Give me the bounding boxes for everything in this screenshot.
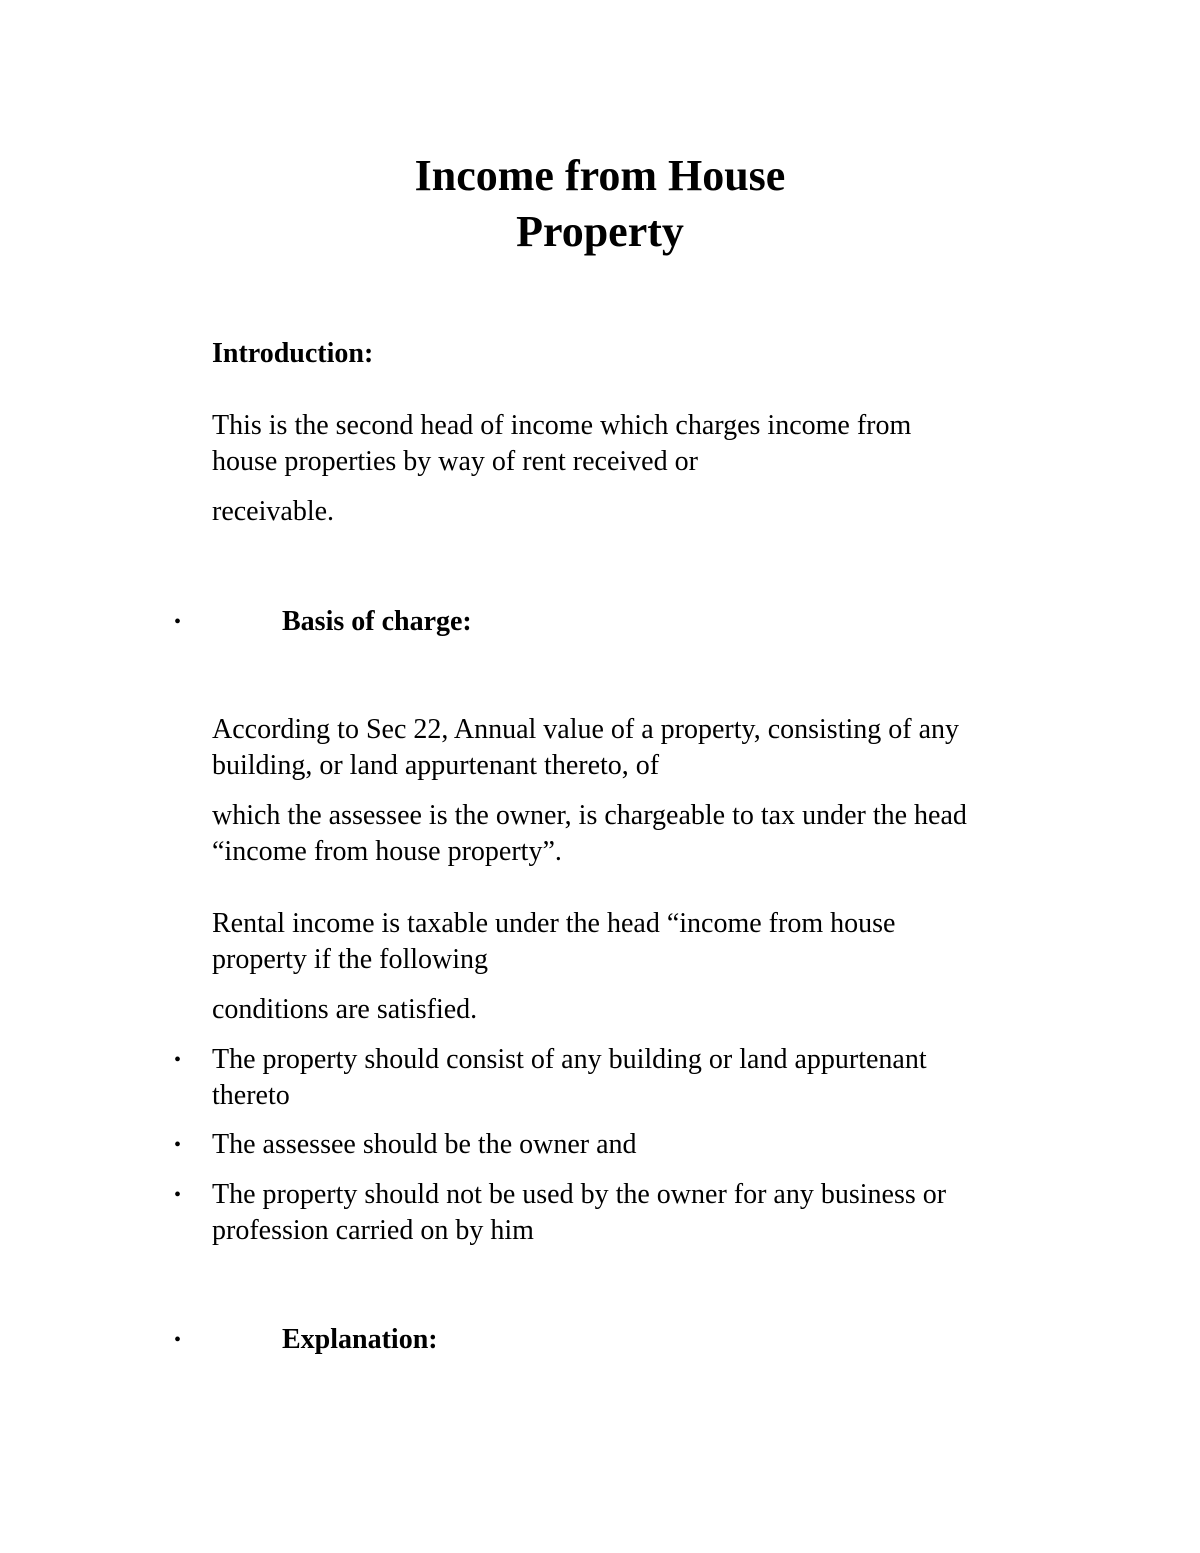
basis-para-1-line-3: which the assessee is the owner, is chargeable to tax under the head bbox=[212, 800, 967, 831]
basis-bullet: • bbox=[174, 611, 182, 633]
explanation-bullet: • bbox=[174, 1329, 182, 1351]
explanation-heading: Explanation: bbox=[282, 1324, 438, 1355]
intro-text-line-2: house properties by way of rent received or bbox=[212, 446, 698, 477]
basis-para-2-line-3: conditions are satisfied. bbox=[212, 994, 478, 1025]
document-title-line-1: Income from House bbox=[414, 151, 786, 200]
basis-para-2-line-2: property if the following bbox=[212, 944, 489, 975]
introduction-heading: Introduction: bbox=[212, 338, 374, 369]
condition-2-line-1: The assessee should be the owner and bbox=[212, 1129, 637, 1160]
condition-1-line-2: thereto bbox=[212, 1080, 290, 1111]
basis-para-1-line-2: building, or land appurtenant thereto, of bbox=[212, 750, 660, 781]
condition-bullet-1: • bbox=[174, 1049, 182, 1071]
basis-of-charge-heading: Basis of charge: bbox=[282, 606, 472, 637]
condition-bullet-3: • bbox=[174, 1184, 182, 1206]
document-title-line-2: Property bbox=[516, 207, 684, 256]
intro-text-line-3: receivable. bbox=[212, 496, 335, 527]
condition-1-line-1: The property should consist of any building or land appurtenant bbox=[212, 1044, 927, 1075]
condition-bullet-2: • bbox=[174, 1134, 182, 1156]
basis-para-2-line-1: Rental income is taxable under the head “income from house bbox=[212, 908, 896, 939]
basis-para-1-line-1: According to Sec 22, Annual value of a property, consisting of any bbox=[212, 714, 960, 745]
condition-3-line-2: profession carried on by him bbox=[212, 1215, 534, 1246]
basis-para-1-line-4: “income from house property”. bbox=[212, 836, 562, 867]
intro-text-line-1: This is the second head of income which charges income from bbox=[212, 410, 912, 441]
condition-3-line-1: The property should not be used by the owner for any business or bbox=[212, 1179, 947, 1210]
